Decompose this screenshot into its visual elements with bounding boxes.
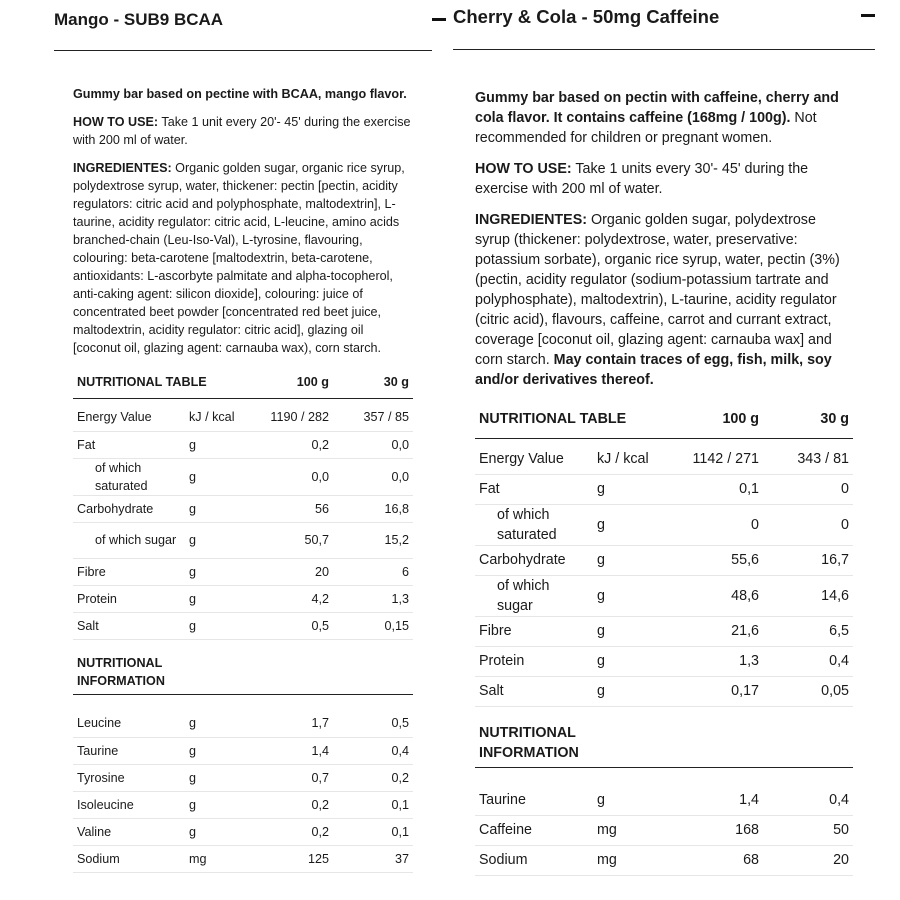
row-value-100g: 0,2 — [251, 431, 333, 458]
row-name-text: Salt — [479, 683, 504, 699]
row-value-30g: 50 — [763, 815, 853, 845]
row-value-100g: 0,0 — [251, 458, 333, 495]
row-name-text: Caffeine — [479, 822, 532, 838]
table-row — [475, 785, 853, 815]
row-name-text: Taurine — [479, 791, 526, 808]
row-unit: g — [185, 431, 251, 458]
row-unit: g — [185, 791, 251, 818]
row-name-text: Energy Value — [77, 410, 152, 425]
accordion-header-cherry-cola[interactable] — [453, 0, 875, 50]
row-name — [73, 818, 185, 845]
row-name-text: Fat — [77, 437, 96, 452]
row-value-100g: 0,1 — [671, 474, 763, 504]
row-name-text: Tyrosine — [77, 770, 125, 785]
product-details — [54, 51, 432, 873]
row-name — [475, 474, 593, 504]
row-name-text: Protein — [77, 591, 117, 606]
row-value-100g: 48,6 — [671, 575, 763, 616]
table-row — [475, 646, 853, 676]
row-value-30g: 343 / 81 — [763, 444, 853, 474]
row-unit: g — [185, 737, 251, 764]
row-name-text: Fat — [479, 481, 500, 497]
ingredients-text: Organic golden sugar, organic rice syrup, polydextrose syrup, water, thickener: pectin [pectin, acidity regulators: citric acid and polyphosphate, maltodextrin], L-taurine, acidity regulator: citric acid, L-leucine, amino acids branched-chain (Leu-Iso-Val), L-tyrosine, flavouring, colouring: beta-carotene [maltodextrin, beta-carotene, antioxidants: L-ascorbyte palmitate and alpha-tocopherol, anti-caking agent: silicon dioxide], colouring: juice of concentrated beet powder [concentrated red beet juice, maltodextrin, acidity regulator: citric acid], glazing oil [coconut oil, glazing agent: carnauba wax), corn starch. — [73, 161, 405, 355]
row-name — [73, 791, 185, 818]
table-header-title: NUTRITIONAL TABLE — [73, 367, 251, 398]
row-name-text: Energy Value — [479, 450, 564, 467]
row-value-100g: 1142 / 271 — [671, 444, 763, 474]
table-row — [73, 585, 413, 612]
product-details — [453, 50, 875, 876]
row-value-100g: 168 — [671, 815, 763, 845]
row-name — [475, 845, 593, 875]
row-name-text: Sodium — [77, 851, 120, 866]
row-value-100g: 1190 / 282 — [251, 404, 333, 431]
row-name-text: Protein — [479, 653, 525, 669]
row-value-30g: 0,1 — [333, 791, 413, 818]
nutrition-table-body — [73, 367, 413, 872]
how-to-use — [73, 113, 413, 149]
row-value-30g: 0,4 — [763, 646, 853, 676]
row-value-30g: 0,0 — [333, 431, 413, 458]
nutrition-table-body — [475, 401, 853, 875]
row-value-30g: 0,4 — [763, 785, 853, 815]
row-value-30g: 0,1 — [333, 818, 413, 845]
row-value-100g: 1,4 — [671, 785, 763, 815]
how-to-use-label: HOW TO USE: — [73, 115, 159, 129]
row-name — [73, 404, 185, 431]
row-name — [73, 522, 185, 558]
product-title: Mango - SUB9 BCAA — [54, 10, 224, 29]
row-value-30g: 6,5 — [763, 616, 853, 646]
table-header-row — [475, 401, 853, 438]
row-unit: g — [185, 495, 251, 522]
divider — [54, 50, 432, 51]
how-to-use-text: Take 1 unit every 20'- 45' during the exercise with 200 ml of water. — [73, 115, 411, 147]
ingredients-text: Organic golden sugar, polydextrose syrup (thickener: polydextrose, water, preservative: potassium sorbate), organic rice syrup, water, pectin (3%) (pectin, acidity regulator (sodium-potassium tartrate and polyphosphate), maltodextrin), L-taurine, acidity regulator (citric acid), flavours, caffeine, carrot and currant extract, coverage [coconut oil, glazing agent: carnauba wax] and corn starch. — [475, 212, 840, 368]
table-row — [73, 558, 413, 585]
row-unit: mg — [593, 815, 671, 845]
row-unit: g — [185, 612, 251, 639]
panel-mango — [54, 0, 432, 873]
row-name-text: Isoleucine — [77, 797, 134, 812]
table-header-title: NUTRITIONAL TABLE — [475, 401, 671, 438]
ingredients-label: INGREDIENTES: — [475, 212, 588, 228]
row-unit: g — [185, 585, 251, 612]
minus-icon[interactable] — [432, 18, 446, 21]
table-row — [73, 764, 413, 791]
nutrition-table — [475, 401, 853, 876]
row-name-text: Fibre — [479, 623, 512, 639]
row-value-30g: 15,2 — [333, 522, 413, 558]
table-spacer — [73, 694, 413, 710]
table-row — [73, 431, 413, 458]
row-value-100g: 0,2 — [251, 818, 333, 845]
row-value-100g: 20 — [251, 558, 333, 585]
row-name-text: of which saturated — [95, 460, 148, 493]
row-name — [73, 585, 185, 612]
row-unit: g — [185, 818, 251, 845]
how-to-use-label: HOW TO USE: — [475, 161, 572, 177]
row-value-30g: 0,5 — [333, 710, 413, 737]
row-unit: g — [593, 504, 671, 545]
row-value-30g: 0,4 — [333, 737, 413, 764]
table-row — [73, 818, 413, 845]
table-row — [475, 444, 853, 474]
row-value-30g: 20 — [763, 845, 853, 875]
accordion-header-mango[interactable] — [54, 0, 432, 51]
row-value-30g: 16,7 — [763, 545, 853, 575]
section-header-row — [475, 706, 853, 767]
table-row — [73, 458, 413, 495]
product-description — [475, 88, 853, 148]
table-row — [73, 737, 413, 764]
row-name-text: Fibre — [77, 564, 106, 579]
row-value-30g: 37 — [333, 845, 413, 872]
row-name — [475, 676, 593, 706]
row-name — [73, 737, 185, 764]
table-row — [475, 815, 853, 845]
row-name-text: Carbohydrate — [77, 501, 154, 516]
row-name — [73, 458, 185, 495]
row-value-30g: 0 — [763, 504, 853, 545]
nutrition-table — [73, 367, 413, 873]
row-value-100g: 0,17 — [671, 676, 763, 706]
table-row — [73, 612, 413, 639]
row-value-100g: 1,3 — [671, 646, 763, 676]
row-value-30g: 6 — [333, 558, 413, 585]
row-name — [73, 845, 185, 872]
row-unit: mg — [185, 845, 251, 872]
row-value-30g: 0,05 — [763, 676, 853, 706]
panel-cherry-cola — [453, 0, 875, 876]
row-name — [73, 558, 185, 585]
row-value-30g: 14,6 — [763, 575, 853, 616]
row-name — [475, 815, 593, 845]
row-name-text: Valine — [77, 824, 112, 839]
row-name-text: Carbohydrate — [479, 552, 566, 568]
how-to-use — [475, 159, 853, 199]
row-value-30g: 1,3 — [333, 585, 413, 612]
table-row — [73, 845, 413, 872]
section-header: NUTRITIONAL INFORMATION — [73, 639, 251, 694]
table-row — [475, 616, 853, 646]
row-value-100g: 55,6 — [671, 545, 763, 575]
row-name-text: of which sugar — [497, 577, 550, 614]
row-value-100g: 0,2 — [251, 791, 333, 818]
row-value-100g: 0,7 — [251, 764, 333, 791]
section-header-empty — [251, 639, 413, 694]
row-unit: kJ / kcal — [593, 444, 671, 474]
row-name — [73, 612, 185, 639]
row-unit: g — [185, 558, 251, 585]
row-value-100g: 56 — [251, 495, 333, 522]
row-name-text: of which sugar — [95, 533, 177, 547]
table-row — [475, 504, 853, 545]
row-unit: g — [185, 710, 251, 737]
minus-icon[interactable] — [861, 14, 875, 17]
row-value-100g: 21,6 — [671, 616, 763, 646]
row-name-text: of which saturated — [497, 506, 557, 543]
row-unit: g — [593, 785, 671, 815]
table-header-100g: 100 g — [251, 367, 333, 398]
table-header-30g: 30 g — [763, 401, 853, 438]
row-unit: g — [593, 575, 671, 616]
row-value-100g: 50,7 — [251, 522, 333, 558]
row-name-text: Sodium — [479, 852, 528, 868]
row-value-100g: 1,7 — [251, 710, 333, 737]
row-value-100g: 125 — [251, 845, 333, 872]
section-header: NUTRITIONAL INFORMATION — [475, 706, 671, 767]
ingredients-label: INGREDIENTES: — [73, 161, 172, 175]
table-row — [73, 495, 413, 522]
product-description: Gummy bar based on pectine with BCAA, mango flavor. — [73, 87, 407, 101]
row-value-100g: 4,2 — [251, 585, 333, 612]
ingredients — [73, 159, 413, 357]
row-value-100g: 0,5 — [251, 612, 333, 639]
row-name — [475, 646, 593, 676]
table-row — [73, 522, 413, 558]
table-row — [73, 710, 413, 737]
row-value-30g: 0 — [763, 474, 853, 504]
table-row — [475, 474, 853, 504]
table-row — [475, 676, 853, 706]
how-to-use-text: Take 1 units every 30'- 45' during the exercise with 200 ml of water. — [475, 161, 809, 197]
row-value-30g: 16,8 — [333, 495, 413, 522]
row-value-30g: 0,2 — [333, 764, 413, 791]
row-name — [475, 504, 593, 545]
row-unit: g — [593, 545, 671, 575]
section-header-row — [73, 639, 413, 694]
row-name — [475, 444, 593, 474]
row-name-text: Leucine — [77, 716, 122, 731]
row-name-text: Salt — [77, 618, 99, 633]
row-unit: g — [593, 676, 671, 706]
row-name — [73, 764, 185, 791]
row-name-text: Taurine — [77, 743, 119, 758]
row-unit: g — [593, 616, 671, 646]
row-unit: g — [185, 764, 251, 791]
row-value-30g: 357 / 85 — [333, 404, 413, 431]
row-value-30g: 0,15 — [333, 612, 413, 639]
row-unit: g — [593, 646, 671, 676]
row-unit: mg — [593, 845, 671, 875]
table-row — [73, 791, 413, 818]
row-unit: g — [185, 458, 251, 495]
row-name — [475, 545, 593, 575]
product-title: Cherry & Cola - 50mg Caffeine — [453, 6, 720, 27]
allergen-warning: May contain traces of egg, fish, milk, soy and/or derivatives thereof. — [475, 352, 832, 388]
row-unit: kJ / kcal — [185, 404, 251, 431]
row-name — [475, 785, 593, 815]
table-row — [73, 404, 413, 431]
row-unit: g — [185, 522, 251, 558]
row-name — [475, 616, 593, 646]
row-name — [73, 495, 185, 522]
row-unit: g — [593, 474, 671, 504]
row-value-100g: 68 — [671, 845, 763, 875]
table-row — [475, 575, 853, 616]
table-header-30g: 30 g — [333, 367, 413, 398]
table-spacer — [475, 767, 853, 785]
description-rest: Not recommended for children or pregnant women. — [475, 110, 817, 146]
row-name — [475, 575, 593, 616]
row-value-100g: 1,4 — [251, 737, 333, 764]
table-header-row — [73, 367, 413, 398]
row-value-30g: 0,0 — [333, 458, 413, 495]
divider — [453, 49, 875, 50]
row-name — [73, 431, 185, 458]
table-row — [475, 545, 853, 575]
description-bold: Gummy bar based on pectin with caffeine, cherry and cola flavor. It contains caffeine (168mg / 100g). — [475, 90, 839, 126]
ingredients — [475, 210, 853, 390]
table-header-100g: 100 g — [671, 401, 763, 438]
row-name — [73, 710, 185, 737]
row-value-100g: 0 — [671, 504, 763, 545]
section-header-empty — [671, 706, 853, 767]
table-row — [475, 845, 853, 875]
